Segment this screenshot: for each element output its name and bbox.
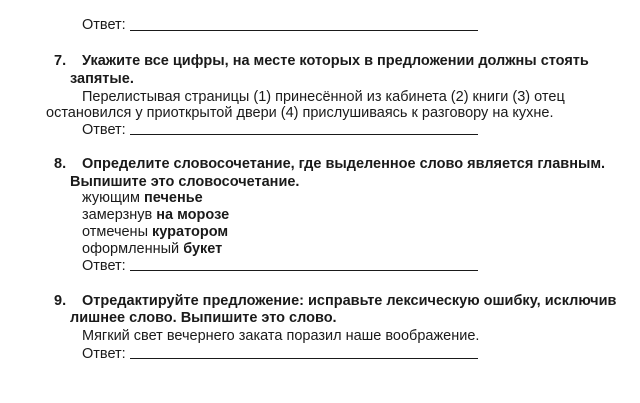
answer-blank-top[interactable] bbox=[130, 30, 478, 31]
q7-text-line2: остановился у приоткрытой двери (4) прислушиваясь к разговору на кухне. bbox=[46, 105, 554, 121]
q8-option-4-normal: оформленный bbox=[82, 241, 184, 257]
q8-option-1-normal: жующим bbox=[82, 190, 145, 206]
q7-title-line1: Укажите все цифры, на месте которых в предложении должны стоять bbox=[82, 53, 589, 69]
q8-title-line2: Выпишите это словосочетание. bbox=[70, 174, 300, 190]
q9-title bbox=[54, 292, 616, 310]
q9-number: 9. bbox=[54, 293, 67, 309]
q9-title-line1: Отредактируйте предложение: исправьте лексическую ошибку, исключив bbox=[82, 293, 617, 309]
q8-option-2-bold: на морозе bbox=[156, 207, 230, 223]
q8-answer-label: Ответ: bbox=[82, 258, 126, 274]
q8-title bbox=[54, 155, 605, 173]
q8-option-1-bold: печенье bbox=[144, 190, 203, 206]
q7-title-line2: запятые. bbox=[70, 71, 134, 87]
q8-number: 8. bbox=[54, 156, 67, 172]
q8-option-4 bbox=[82, 240, 222, 258]
q8-option-4-bold: букет bbox=[183, 241, 223, 257]
q8-option-2 bbox=[82, 206, 229, 224]
q7-title bbox=[54, 52, 589, 70]
q8-option-1 bbox=[82, 189, 203, 207]
answer-label-top: Ответ: bbox=[82, 17, 126, 33]
q8-option-3 bbox=[82, 223, 228, 241]
q8-option-2-normal: замерзнув bbox=[82, 207, 157, 223]
q9-answer-label: Ответ: bbox=[82, 346, 126, 362]
q8-option-3-normal: отмечены bbox=[82, 224, 153, 240]
q7-answer-blank[interactable] bbox=[130, 134, 478, 135]
q9-text-line1: Мягкий свет вечернего заката поразил наше воображение. bbox=[82, 328, 480, 344]
q8-option-3-bold: куратором bbox=[152, 224, 229, 240]
q7-number: 7. bbox=[54, 53, 67, 69]
q7-answer-label: Ответ: bbox=[82, 122, 126, 138]
q8-title-line1: Определите словосочетание, где выделенное слово является главным. bbox=[82, 156, 606, 172]
q8-answer-blank[interactable] bbox=[130, 270, 478, 271]
q9-title-line2: лишнее слово. Выпишите это слово. bbox=[70, 310, 337, 326]
q7-text-line1: Перелистывая страницы (1) принесённой из кабинета (2) книги (3) отец bbox=[82, 89, 565, 105]
q9-answer-blank[interactable] bbox=[130, 358, 478, 359]
